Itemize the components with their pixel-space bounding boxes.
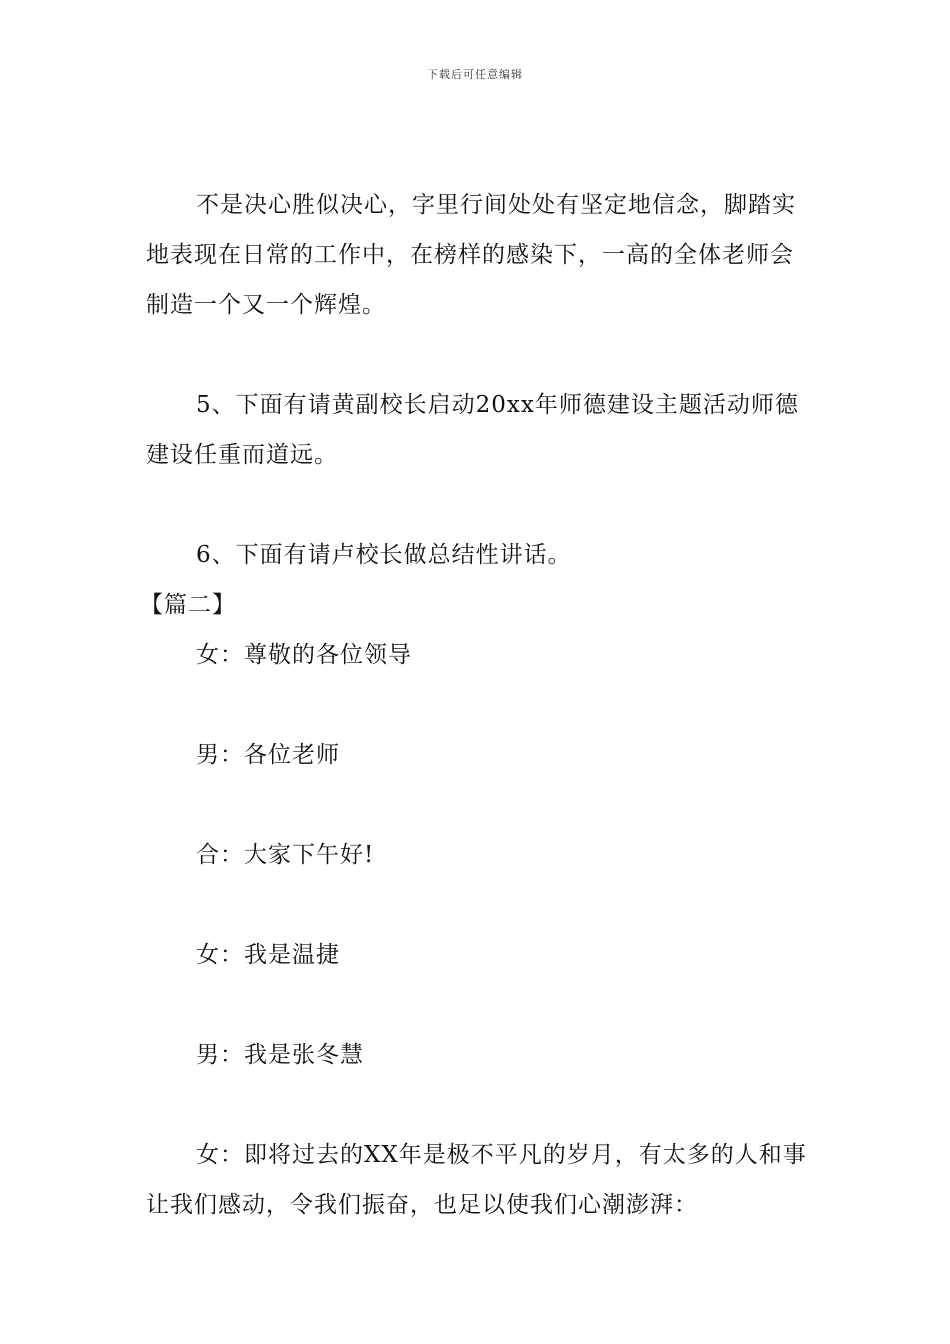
paragraph-8: 男：我是张冬慧 xyxy=(196,1042,364,1068)
paragraph-2: 5、下面有请黄副校长启动20xx年师德建设主题活动师德建设任重而道远。 xyxy=(146,392,799,468)
paragraph-6: 合：大家下午好! xyxy=(196,842,375,868)
section-heading: 【篇二】 xyxy=(140,592,236,618)
paragraph-5: 男：各位老师 xyxy=(196,742,340,768)
paragraph-7: 女：我是温捷 xyxy=(196,942,340,968)
paragraph-4: 女：尊敬的各位领导 xyxy=(196,642,412,668)
paragraph-9: 女：即将过去的XX年是极不平凡的岁月，有太多的人和事让我们感动，令我们振奋，也足以使我们心潮澎湃： xyxy=(146,1142,807,1218)
document-body xyxy=(140,180,808,1230)
paragraph-3: 6、下面有请卢校长做总结性讲话。 xyxy=(196,542,572,568)
paragraph-1: 不是决心胜似决心，字里行间处处有坚定地信念，脚踏实地表现在日常的工作中，在榜样的感染下，一高的全体老师会制造一个又一个辉煌。 xyxy=(146,192,796,318)
page-header-note: 下载后可任意编辑 xyxy=(427,68,523,81)
